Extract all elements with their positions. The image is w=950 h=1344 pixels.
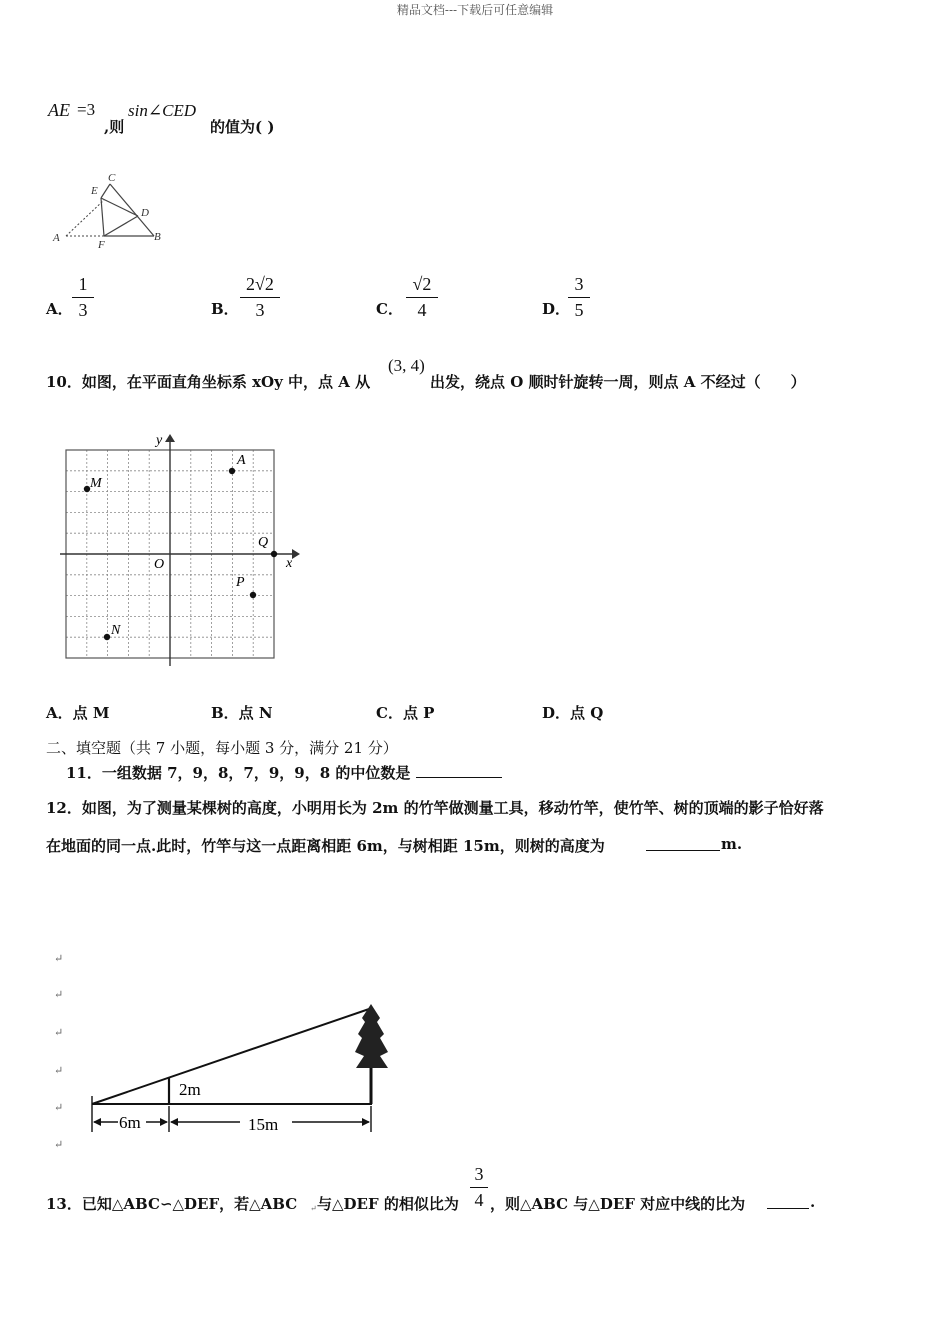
q10-label-n: N [111, 623, 121, 638]
q10-point-a [229, 468, 235, 474]
q9-option-d-numerator: 3 [574, 274, 584, 294]
q10-text-after: 出发，绕点 O 顺时针旋转一周，则点 A 不经过（ ） [430, 373, 806, 391]
q13-text-mid: 与△DEF 的相似比为 [317, 1195, 459, 1213]
q10-label-a: A [237, 453, 246, 468]
q13-text-after: ，则△ABC 与△DEF 对应中线的比为 [490, 1195, 746, 1213]
q13-text-before: 13．已知△ABC∽△DEF，若△ABC [46, 1195, 298, 1213]
page-header: 精品文档---下载后可任意编辑 [396, 3, 554, 17]
q9-label-a: A [53, 232, 60, 244]
paragraph-mark: ↵ [54, 1064, 64, 1077]
q9-triangle-figure [44, 170, 174, 252]
q12-tree-figure [80, 998, 400, 1143]
q10-label-m: M [90, 476, 102, 491]
q13-ratio-fraction [470, 1164, 488, 1211]
q12-distance-15m: 15m [248, 1115, 279, 1134]
q10-text-before: 10．如图，在平面直角坐标系 xOy 中，点 A 从 [46, 373, 371, 391]
q10-coordinate-graph [52, 430, 302, 670]
paragraph-mark: ↵ [54, 1026, 64, 1039]
q13-end: . [810, 1193, 816, 1211]
q9-option-d-label: D． [542, 300, 571, 318]
q12-line-2: 在地面的同一点.此时，竹竿与这一点距离相距 6m，与树相距 15m，则树的高度为 [46, 837, 605, 855]
q9-ae-value: =3 [77, 100, 96, 119]
q10-label-q: Q [258, 535, 269, 550]
q9-option-b-fraction [240, 274, 280, 321]
q10-point: (3, 4) [388, 356, 425, 375]
q13-numerator: 3 [474, 1164, 484, 1184]
q12-line-1: 12．如图，为了测量某棵树的高度，小明用长为 2m 的竹竿做测量工具，移动竹竿，使竹竿、树的顶端的影子恰好落 [46, 799, 824, 817]
q9-label-e: E [91, 185, 98, 197]
q11-text: 11．一组数据 7，9，8，7，9，9，8 的中位数是 [66, 764, 411, 782]
q9-option-d-denominator: 5 [574, 300, 584, 320]
q10-point-n [104, 634, 110, 640]
q9-option-d-fraction [568, 274, 590, 321]
q13-answer-blank [767, 1191, 809, 1209]
q10-option-d: D．点 Q [542, 704, 604, 722]
q9-option-c-label: C． [376, 300, 403, 318]
q9-option-a-fraction [72, 274, 94, 321]
q10-point-q [271, 551, 277, 557]
q10-label-p: P [236, 575, 245, 590]
q9-option-c-denominator: 4 [417, 300, 427, 320]
section-2-heading: 二、填空题（共 7 小题，每小题 3 分，满分 21 分） [46, 739, 398, 757]
q12-answer-blank [646, 833, 720, 851]
q9-option-a-denominator: 3 [78, 300, 88, 320]
q12-distance-6m: 6m [119, 1113, 141, 1132]
q9-label-b: B [154, 231, 161, 243]
q12-unit: m. [721, 835, 743, 853]
q9-ae-label: AE [48, 100, 70, 120]
q10-option-b: B．点 N [211, 704, 273, 722]
paragraph-mark: ↵ [54, 1138, 64, 1151]
paragraph-mark: ↵ [54, 1101, 64, 1114]
q9-option-b-denominator: 3 [255, 300, 265, 320]
q9-label-d: D [141, 207, 149, 219]
q9-option-b-label: B． [211, 300, 239, 318]
q13-denominator: 4 [474, 1190, 484, 1210]
q9-option-b-numerator: 2√2 [246, 274, 274, 294]
q10-label-o: O [154, 557, 165, 572]
q10-label-y: y [156, 433, 163, 448]
q9-option-c-numerator: √2 [412, 274, 432, 294]
q12-tree [355, 1004, 388, 1104]
q10-option-c: C．点 P [376, 704, 435, 722]
q9-option-c-fraction [406, 274, 438, 321]
q10-option-a: A．点 M [46, 704, 110, 722]
q12-pole-label: 2m [179, 1080, 201, 1099]
q9-sin-expression: sin∠CED [128, 101, 197, 120]
q9-then: ,则 [104, 118, 125, 136]
paragraph-mark-small: ↵ [310, 1204, 317, 1213]
paragraph-mark: ↵ [54, 952, 64, 965]
q9-label-f: F [98, 239, 105, 251]
q9-question-end: 的值为( ) [210, 118, 275, 136]
q9-option-a-label: A． [46, 300, 73, 318]
q10-label-x: x [286, 556, 293, 571]
q10-point-p [250, 592, 256, 598]
q9-label-c: C [108, 172, 116, 184]
q9-option-a-numerator: 1 [78, 274, 88, 294]
q11-answer-blank [416, 760, 502, 778]
paragraph-mark: ↵ [54, 988, 64, 1001]
